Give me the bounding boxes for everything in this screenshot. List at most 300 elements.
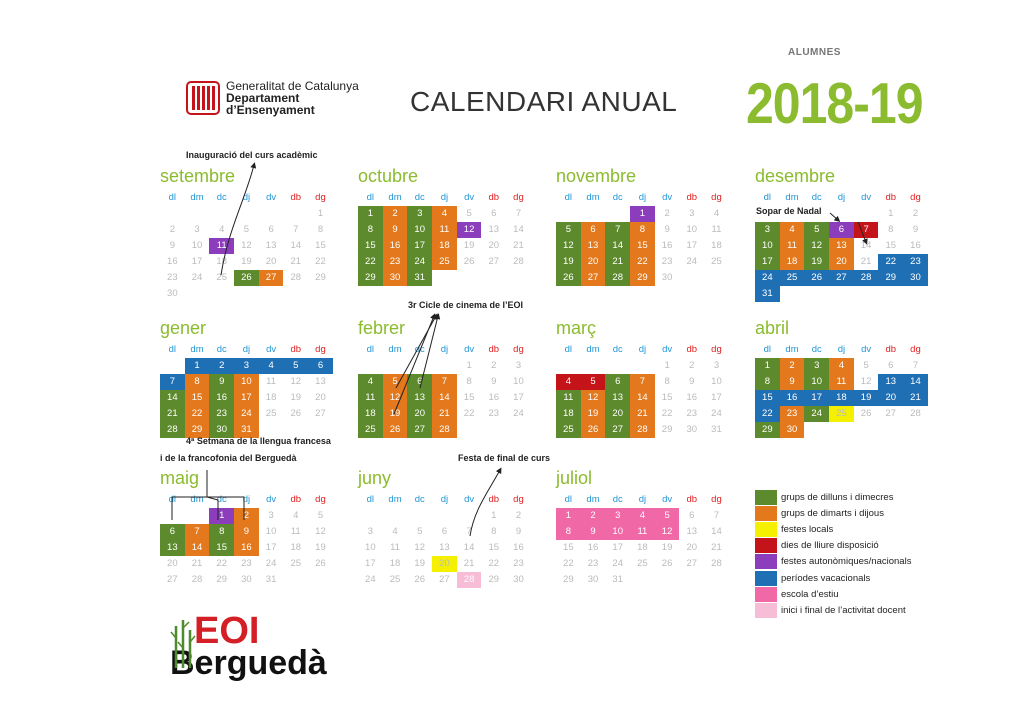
day-cell: 9: [234, 524, 259, 540]
day-cell: 29: [216, 574, 227, 585]
day-cell: 21: [191, 558, 203, 569]
empty-cell: [407, 508, 432, 524]
day-cell: 11: [358, 390, 383, 406]
day-cell: 27: [581, 270, 606, 286]
day-cell: 31: [612, 574, 623, 585]
day-cell: 6: [441, 526, 448, 537]
day-cell: 30: [903, 270, 928, 286]
day-cell: 12: [457, 222, 482, 238]
empty-cell: [383, 508, 408, 524]
day-cell: 30: [661, 272, 673, 283]
empty-cell: [854, 206, 879, 222]
day-cell: 10: [755, 238, 780, 254]
day-cell: 28: [910, 408, 921, 419]
day-cell: 26: [661, 558, 673, 569]
weekday-header: dj: [837, 192, 846, 203]
empty-cell: [160, 206, 185, 222]
day-cell: 13: [581, 238, 606, 254]
day-cell: 14: [160, 390, 185, 406]
day-cell: 23: [661, 256, 673, 267]
legend-item: [755, 521, 911, 537]
weekday-header: dj: [837, 344, 846, 355]
day-cell: 29: [185, 422, 210, 438]
day-cell: 5: [243, 224, 250, 235]
legend-item: [755, 538, 911, 554]
day-cell: 19: [414, 558, 425, 569]
day-cell: 15: [209, 540, 234, 556]
day-cell: 2: [581, 508, 606, 524]
day-cell: 31: [755, 286, 780, 302]
weekday-header: dg: [711, 344, 722, 355]
day-cell: 6: [888, 360, 894, 371]
day-cell: 7: [293, 224, 299, 235]
day-cell: 13: [829, 238, 854, 254]
day-cell: 27: [439, 574, 450, 585]
legend-label: festes autonòmiques/nacionals: [781, 556, 912, 568]
day-cell: 16: [234, 540, 259, 556]
month-name: març: [556, 318, 596, 338]
day-cell: 26: [234, 270, 259, 286]
day-cell: 11: [290, 526, 301, 537]
day-cell: 24: [407, 254, 432, 270]
weekday-header: db: [290, 344, 302, 355]
day-cell: 31: [234, 422, 259, 438]
day-cell: 7: [185, 524, 210, 540]
day-cell: 5: [417, 526, 423, 537]
day-cell: 15: [185, 390, 210, 406]
day-cell: 6: [268, 224, 274, 235]
weekday-header: dv: [464, 192, 475, 203]
month-grid: [160, 342, 336, 438]
day-cell: 6: [407, 374, 432, 390]
day-cell: 4: [259, 358, 284, 374]
day-cell: 20: [829, 254, 854, 270]
day-cell: 19: [241, 256, 252, 267]
day-cell: 16: [167, 256, 178, 267]
weekday-header: dg: [513, 344, 524, 355]
weekday-header: dm: [586, 344, 600, 355]
weekday-header: dm: [190, 494, 204, 505]
day-cell: 4: [432, 206, 457, 222]
day-cell: 29: [878, 270, 903, 286]
day-cell: 3: [804, 358, 829, 374]
day-cell: 2: [664, 208, 670, 219]
day-cell: 2: [515, 510, 522, 521]
day-cell: 3: [515, 360, 522, 371]
day-cell: 12: [290, 376, 302, 387]
month-3: [755, 166, 931, 302]
month-name: juny: [358, 468, 392, 488]
day-cell: 20: [605, 406, 630, 422]
weekday-header: dv: [861, 344, 872, 355]
day-cell: 27: [605, 422, 630, 438]
weekday-header: dj: [242, 192, 251, 203]
day-cell: 21: [630, 406, 655, 422]
weekday-header: dc: [414, 344, 425, 355]
day-cell: 7: [713, 510, 720, 521]
day-cell: 10: [365, 542, 376, 553]
legend-item: [755, 554, 911, 570]
day-cell: 26: [860, 408, 872, 419]
weekday-header: dl: [168, 192, 177, 203]
weekday-header: dm: [586, 494, 600, 505]
day-cell: 22: [661, 408, 673, 419]
day-cell: 14: [630, 390, 655, 406]
day-cell: 1: [491, 510, 497, 521]
weekday-header: dl: [564, 494, 573, 505]
day-cell: 3: [268, 510, 274, 521]
day-cell: 8: [466, 376, 472, 387]
day-cell: 18: [829, 390, 854, 406]
school-year: 2018-19: [746, 71, 923, 136]
day-cell: 17: [513, 392, 524, 403]
day-cell: 13: [605, 390, 630, 406]
month-name: maig: [160, 468, 200, 488]
weekday-header: dc: [811, 344, 822, 355]
day-cell: 30: [587, 574, 599, 585]
legend-item: [755, 489, 911, 505]
day-cell: 30: [209, 422, 234, 438]
day-cell: 13: [878, 374, 903, 390]
weekday-header: dm: [586, 192, 600, 203]
empty-cell: [556, 206, 581, 222]
day-cell: 17: [686, 240, 698, 251]
day-cell: 1: [664, 360, 670, 371]
day-cell: 23: [686, 408, 698, 419]
day-cell: 18: [556, 406, 581, 422]
day-cell: 6: [491, 208, 497, 219]
month-name: setembre: [160, 166, 236, 186]
weekday-header: dj: [638, 344, 647, 355]
day-cell: 29: [630, 270, 655, 286]
day-cell: 13: [686, 526, 698, 537]
legend: [755, 489, 911, 619]
day-cell: 17: [612, 542, 623, 553]
day-cell: 22: [463, 408, 475, 419]
day-cell: 24: [265, 558, 277, 569]
day-cell: 23: [903, 254, 928, 270]
legend-swatch: [755, 506, 777, 521]
day-cell: 4: [392, 526, 398, 537]
day-cell: 18: [216, 256, 227, 267]
day-cell: 9: [664, 224, 670, 235]
day-cell: 22: [755, 406, 780, 422]
day-cell: 3: [407, 206, 432, 222]
weekday-header: dg: [711, 192, 722, 203]
weekday-header: dg: [910, 192, 921, 203]
note-cinema: 3r Cicle de cinema de l’EOI: [408, 300, 524, 310]
day-cell: 14: [432, 390, 457, 406]
empty-cell: [581, 206, 606, 222]
month-grid: [160, 190, 336, 302]
day-cell: 19: [463, 240, 475, 251]
day-cell: 30: [780, 422, 805, 438]
day-cell: 1: [185, 358, 210, 374]
month-name: febrer: [358, 318, 406, 338]
day-cell: 21: [290, 256, 302, 267]
day-cell: 6: [829, 222, 854, 238]
weekday-header: db: [290, 192, 302, 203]
day-cell: 21: [605, 254, 630, 270]
empty-cell: [630, 358, 655, 374]
day-cell: 19: [581, 406, 606, 422]
day-cell: 13: [439, 542, 450, 553]
day-cell: 8: [630, 222, 655, 238]
day-cell: 1: [630, 206, 655, 222]
day-cell: 27: [167, 574, 178, 585]
weekday-header: dl: [763, 192, 772, 203]
day-cell: 28: [854, 270, 879, 286]
day-cell: 27: [829, 270, 854, 286]
weekday-header: dc: [811, 192, 822, 203]
day-cell: 5: [283, 358, 308, 374]
day-cell: 26: [581, 422, 606, 438]
day-cell: 11: [432, 222, 457, 238]
day-cell: 5: [466, 208, 472, 219]
day-cell: 6: [605, 374, 630, 390]
weekday-header: dm: [388, 192, 402, 203]
day-cell: 26: [290, 408, 302, 419]
day-cell: 10: [191, 240, 203, 251]
day-cell: 12: [414, 542, 425, 553]
audience-label: ALUMNES: [788, 47, 841, 58]
day-cell: 23: [587, 558, 599, 569]
day-cell: 18: [389, 558, 401, 569]
day-cell: 21: [432, 406, 457, 422]
empty-cell: [581, 358, 606, 374]
day-cell: 15: [463, 392, 475, 403]
day-cell: 24: [191, 272, 203, 283]
day-cell: 14: [711, 526, 722, 537]
weekday-header: dv: [662, 192, 673, 203]
day-cell: 21: [160, 406, 185, 422]
day-cell: 20: [315, 392, 326, 403]
day-cell: 24: [234, 406, 259, 422]
legend-label: inici i final de l’activitat docent: [781, 604, 906, 616]
month-name: gener: [160, 318, 207, 338]
day-cell: 5: [556, 222, 581, 238]
day-cell: 10: [605, 524, 630, 540]
weekday-header: dm: [190, 344, 204, 355]
day-cell: 7: [854, 222, 879, 238]
day-cell: 22: [358, 254, 383, 270]
day-cell: 7: [515, 208, 522, 219]
empty-cell: [185, 508, 210, 524]
day-cell: 7: [912, 360, 919, 371]
weekday-header: db: [488, 192, 500, 203]
day-cell: 1: [358, 206, 383, 222]
day-cell: 30: [167, 288, 178, 299]
weekday-header: dc: [414, 494, 425, 505]
day-cell: 17: [711, 392, 722, 403]
day-cell: 17: [804, 390, 829, 406]
day-cell: 28: [513, 256, 524, 267]
weekday-header: dl: [564, 192, 573, 203]
weekday-header: db: [290, 494, 302, 505]
day-cell: 3: [755, 222, 780, 238]
weekday-header: dc: [612, 192, 623, 203]
day-cell: 8: [317, 224, 324, 235]
note-setmana-line1: 4ª Setmana de la llengua francesa: [186, 436, 331, 446]
day-cell: 20: [167, 558, 178, 569]
weekday-header: dl: [564, 344, 573, 355]
day-cell: 26: [383, 422, 408, 438]
day-cell: 29: [358, 270, 383, 286]
day-cell: 14: [860, 240, 872, 251]
day-cell: 18: [432, 238, 457, 254]
day-cell: 10: [513, 376, 524, 387]
empty-cell: [209, 206, 234, 222]
day-cell: 11: [266, 376, 277, 387]
day-cell: 25: [780, 270, 805, 286]
month-1: [358, 166, 534, 286]
day-cell: 1: [466, 360, 472, 371]
day-cell: 19: [661, 542, 673, 553]
weekday-header: db: [885, 192, 897, 203]
empty-cell: [259, 206, 284, 222]
legend-label: dies de lliure disposició: [781, 540, 879, 552]
day-cell: 22: [488, 558, 500, 569]
weekday-header: dl: [366, 192, 375, 203]
day-cell: 9: [515, 526, 522, 537]
weekday-header: dc: [414, 192, 425, 203]
day-cell: 25: [290, 558, 302, 569]
weekday-header: dg: [910, 344, 921, 355]
day-cell: 17: [191, 256, 203, 267]
day-cell: 29: [755, 422, 780, 438]
day-cell: 20: [878, 390, 903, 406]
day-cell: 23: [513, 558, 524, 569]
day-cell: 23: [780, 406, 805, 422]
day-cell: 25: [265, 408, 277, 419]
day-cell: 16: [686, 392, 698, 403]
month-6: [556, 318, 732, 438]
day-cell: 5: [863, 360, 869, 371]
day-cell: 2: [383, 206, 408, 222]
day-cell: 5: [581, 374, 606, 390]
weekday-header: dj: [638, 192, 647, 203]
day-cell: 11: [556, 390, 581, 406]
day-cell: 2: [169, 224, 175, 235]
day-cell: 8: [209, 524, 234, 540]
weekday-header: dv: [662, 344, 673, 355]
day-cell: 27: [885, 408, 897, 419]
eoi-logo: [170, 610, 327, 682]
day-cell: 17: [234, 390, 259, 406]
day-cell: 14: [290, 240, 302, 251]
day-cell: 27: [259, 270, 284, 286]
day-cell: 2: [780, 358, 805, 374]
day-cell: 4: [829, 358, 854, 374]
empty-cell: [185, 206, 210, 222]
day-cell: 16: [910, 240, 921, 251]
legend-swatch: [755, 587, 777, 602]
day-cell: 1: [556, 508, 581, 524]
day-cell: 3: [194, 224, 200, 235]
month-grid: [556, 492, 732, 588]
day-cell: 1: [317, 208, 324, 219]
day-cell: 3: [234, 358, 259, 374]
weekday-header: dm: [190, 192, 204, 203]
day-cell: 19: [854, 390, 879, 406]
day-cell: 11: [630, 524, 655, 540]
empty-cell: [605, 358, 630, 374]
day-cell: 5: [804, 222, 829, 238]
weekday-header: dm: [388, 494, 402, 505]
day-cell: 7: [466, 526, 472, 537]
day-cell: 11: [711, 224, 722, 235]
weekday-header: dm: [388, 344, 402, 355]
day-cell: 21: [513, 240, 524, 251]
day-cell: 17: [265, 542, 277, 553]
legend-label: festes locals: [781, 523, 834, 535]
day-cell: 13: [265, 240, 277, 251]
weekday-header: dv: [861, 192, 872, 203]
day-cell: 31: [711, 424, 722, 435]
day-cell: 29: [315, 272, 326, 283]
day-cell: 3: [367, 526, 373, 537]
day-cell: 21: [903, 390, 928, 406]
note-sopar-nadal: Sopar de Nadal: [756, 206, 822, 216]
day-cell: 19: [383, 406, 408, 422]
month-grid: [358, 342, 534, 438]
day-cell: 11: [209, 238, 234, 254]
day-cell: 17: [755, 254, 780, 270]
day-cell: 18: [358, 406, 383, 422]
day-cell: 28: [457, 572, 482, 588]
weekday-header: dl: [168, 494, 177, 505]
day-cell: 4: [219, 224, 225, 235]
weekday-header: dg: [513, 192, 524, 203]
weekday-header: dc: [612, 494, 623, 505]
empty-cell: [358, 358, 383, 374]
day-cell: 14: [513, 224, 524, 235]
day-cell: 13: [315, 376, 326, 387]
day-cell: 8: [185, 374, 210, 390]
day-cell: 18: [290, 542, 302, 553]
day-cell: 7: [605, 222, 630, 238]
day-cell: 25: [389, 574, 401, 585]
day-cell: 29: [661, 424, 673, 435]
legend-swatch: [755, 490, 777, 505]
weekday-header: dg: [513, 494, 524, 505]
weekday-header: dc: [216, 344, 227, 355]
month-grid: [755, 342, 931, 438]
month-grid: [556, 190, 732, 286]
day-cell: 20: [581, 254, 606, 270]
legend-swatch: [755, 554, 777, 569]
day-cell: 28: [630, 422, 655, 438]
day-cell: 7: [160, 374, 185, 390]
day-cell: 15: [315, 240, 326, 251]
weekday-header: dv: [464, 344, 475, 355]
weekday-header: db: [488, 494, 500, 505]
day-cell: 16: [587, 542, 599, 553]
day-cell: 16: [661, 240, 673, 251]
day-cell: 2: [689, 360, 695, 371]
day-cell: 6: [160, 524, 185, 540]
day-cell: 23: [241, 558, 252, 569]
legend-item: [755, 570, 911, 586]
day-cell: 25: [637, 558, 648, 569]
day-cell: 29: [488, 574, 500, 585]
day-cell: 4: [630, 508, 655, 524]
day-cell: 26: [315, 558, 326, 569]
weekday-header: dj: [242, 494, 251, 505]
day-cell: 13: [407, 390, 432, 406]
day-cell: 20: [686, 542, 698, 553]
day-cell: 30: [241, 574, 252, 585]
